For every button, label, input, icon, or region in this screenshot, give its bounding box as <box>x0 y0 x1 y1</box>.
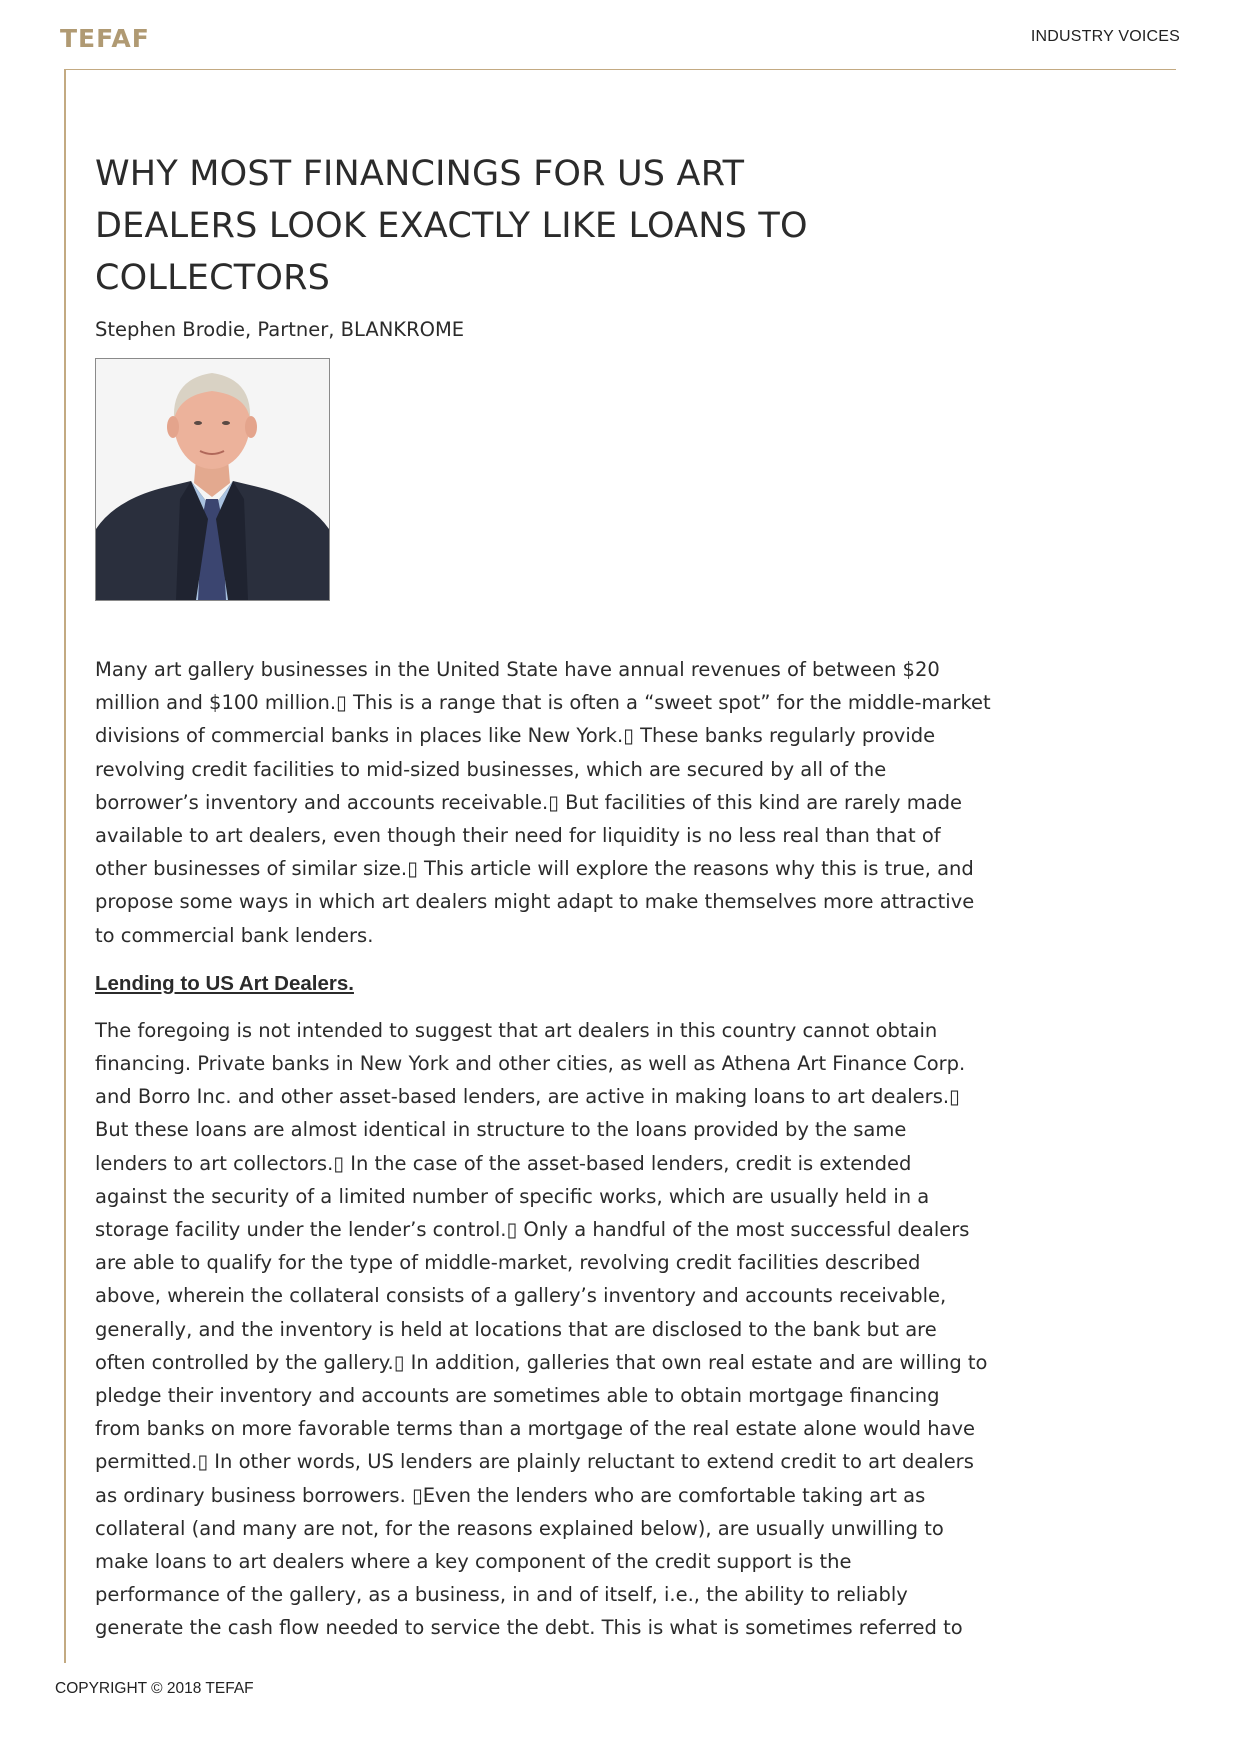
text-line: divisions of commercial banks in places like New York.▯ These banks regularly provide <box>95 724 936 748</box>
text-line: propose some ways in which art dealers might adapt to make themselves more attractive <box>95 890 975 914</box>
text-line: The foregoing is not intended to suggest that art dealers in this country cannot obtain <box>95 1018 938 1042</box>
text-line: collateral (and many are not, for the reasons explained below), are usually unwilling to <box>95 1516 944 1540</box>
text-line: generally, and the inventory is held at locations that are disclosed to the bank but are <box>95 1317 937 1341</box>
text-line: financing. Private banks in New York and other cities, as well as Athena Art Finance Corp. <box>95 1052 966 1076</box>
intro-paragraph <box>95 653 1025 952</box>
text-line: But these loans are almost identical in structure to the loans provided by the same <box>95 1118 907 1142</box>
text-line: against the security of a limited number of specific works, which are usually held in a <box>95 1184 930 1208</box>
text-line: revolving credit facilities to mid-sized businesses, which are secured by all of the <box>95 757 887 781</box>
text-line: lenders to art collectors.▯ In the case of the asset-based lenders, credit is extended <box>95 1151 912 1175</box>
text-line: Many art gallery businesses in the United State have annual revenues of between $20 <box>95 658 940 681</box>
text-line: are able to qualify for the type of middle-market, revolving credit facilities described <box>95 1251 921 1275</box>
text-line: to commercial bank lenders. <box>95 923 374 947</box>
portrait-image <box>96 359 329 600</box>
copyright-footer: COPYRIGHT © 2018 TEFAF <box>55 1680 254 1697</box>
article-author: Stephen Brodie, Partner, BLANKROME <box>95 318 465 341</box>
left-accent-rule <box>64 69 66 1663</box>
body-paragraph <box>95 1014 1025 1645</box>
article <box>95 148 1025 1645</box>
author-photo <box>95 358 330 601</box>
text-line: performance of the gallery, as a business, in and of itself, i.e., the ability to reliably <box>95 1583 908 1607</box>
text-line: and Borro Inc. and other asset-based lenders, are active in making loans to art dealers.▯ <box>95 1085 960 1109</box>
section-label: INDUSTRY VOICES <box>1030 28 1180 45</box>
text-line: from banks on more favorable terms than a mortgage of the real estate alone would have <box>95 1417 976 1441</box>
text-line: as ordinary business borrowers. ▯Even the lenders who are comfortable taking art as <box>95 1483 926 1507</box>
text-line: storage facility under the lender’s control.▯ Only a handful of the most successful dealers <box>95 1218 970 1242</box>
text-line: available to art dealers, even though their need for liquidity is no less real than that of <box>95 824 941 848</box>
text-line: often controlled by the gallery.▯ In addition, galleries that own real estate and are willing to <box>95 1350 988 1374</box>
text-line: borrower’s inventory and accounts receivable.▯ But facilities of this kind are rarely made <box>95 790 963 814</box>
text-line: pledge their inventory and accounts are sometimes able to obtain mortgage financing <box>95 1384 940 1408</box>
text-line: above, wherein the collateral consists of a gallery’s inventory and accounts receivable, <box>95 1284 947 1308</box>
article-title: WHY MOST FINANCINGS FOR US ART DEALERS LOOK EXACTLY LIKE LOANS TO COLLECTORS <box>95 154 808 298</box>
text-line: generate the cash flow needed to service the debt. This is what is sometimes referred to <box>95 1616 963 1640</box>
text-line: permitted.▯ In other words, US lenders are plainly reluctant to extend credit to art dealers <box>95 1450 974 1474</box>
text-line: make loans to art dealers where a key component of the credit support is the <box>95 1550 852 1574</box>
section-subheading: Lending to US Art Dealers. <box>95 971 354 995</box>
text-line: other businesses of similar size.▯ This article will explore the reasons why this is true, and <box>95 857 974 881</box>
header-divider <box>64 69 1176 70</box>
tefaf-logo[interactable]: TEFAF <box>60 24 150 53</box>
text-line: million and $100 million.▯ This is a range that is often a “sweet spot” for the middle-market <box>95 691 991 715</box>
